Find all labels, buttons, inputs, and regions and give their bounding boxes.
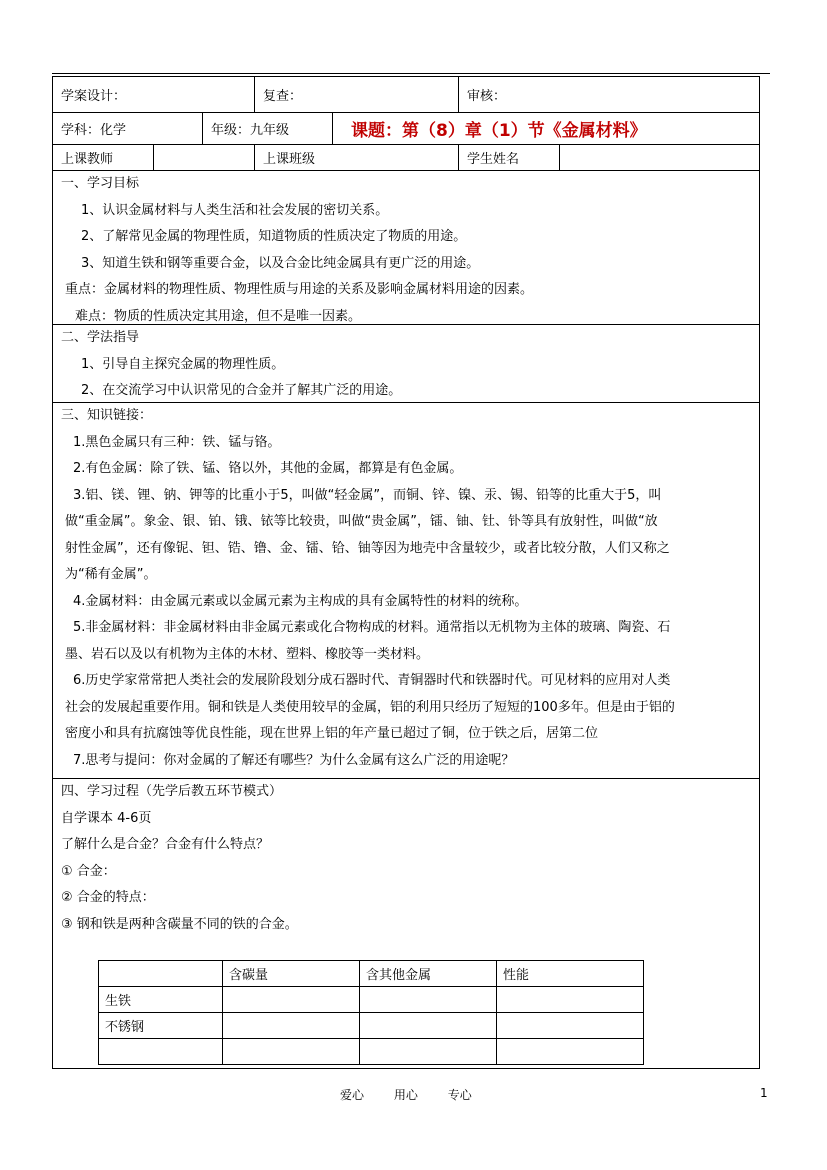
section-heading: 四、学习过程（先学后教五环节模式） (61, 784, 283, 799)
section-heading: 二、学法指导 (61, 330, 140, 345)
section-knowledge (53, 403, 759, 779)
table-cell (360, 1013, 497, 1039)
lesson-plan-table (52, 76, 760, 1069)
section-objectives (53, 171, 759, 325)
table-header-row (99, 961, 644, 987)
table-header (99, 961, 223, 987)
teacher-label: 上课教师 (53, 145, 154, 170)
footer-slogan (340, 1086, 498, 1103)
table-cell (360, 987, 497, 1013)
table-header: 含其他金属 (360, 961, 497, 987)
key-point: 重点：金属材料的物理性质、物理性质与用途的关系及影响金属材料用途的因素。 (65, 282, 534, 297)
teacher-value (154, 145, 255, 170)
objective-item: 3、知道生铁和钢等重要合金，以及合金比纯金属具有更广泛的用途。 (81, 255, 480, 271)
student-label: 学生姓名 (459, 145, 560, 170)
section-heading: 一、学习目标 (61, 176, 140, 191)
knowledge-line: 社会的发展起重要作用。铜和铁是人类使用较早的金属，铝的利用只经历了短短的100多年。但是由于铝的 (65, 699, 675, 715)
knowledge-line: 做“重金属”。象金、银、铂、锇、铱等比较贵，叫做“贵金属”，镭、铀、钍、钋等具有放射性，叫做“放 (65, 514, 658, 529)
process-line: ③ 钢和铁是两种含碳量不同的铁的合金。 (61, 916, 298, 932)
table-cell (99, 1039, 223, 1065)
header-row-2 (53, 113, 759, 145)
section-process (53, 779, 759, 1068)
grade-cell: 年级：九年级 (203, 113, 333, 144)
knowledge-line: 墨、岩石以及以有机物为主体的木材、塑料、橡胶等一类材料。 (65, 646, 430, 662)
section-heading: 三、知识链接： (61, 408, 153, 423)
table-cell: 生铁 (99, 987, 223, 1013)
subject-cell: 学科：化学 (53, 113, 203, 144)
lesson-title: 课题：第（8）章（1）节《金属材料》 (351, 121, 647, 141)
header-rule (52, 73, 770, 74)
knowledge-line: 4.金属材料：由金属元素或以金属元素为主构成的具有金属特性的材料的统称。 (73, 593, 528, 609)
table-row (99, 1039, 644, 1065)
knowledge-line: 1.黑色金属只有三种：铁、锰与铬。 (73, 434, 281, 450)
table-header: 含碳量 (223, 961, 360, 987)
method-item: 1、引导自主探究金属的物理性质。 (81, 356, 285, 372)
table-row (99, 987, 644, 1013)
method-item: 2、在交流学习中认识常见的合金并了解其广泛的用途。 (81, 383, 402, 398)
table-cell (360, 1039, 497, 1065)
slogan-word: 专心 (447, 1088, 472, 1102)
section-method (53, 325, 759, 403)
process-line: ② 合金的特点： (61, 890, 155, 905)
table-cell (223, 987, 360, 1013)
process-line: 自学课本 4-6页 (61, 810, 152, 826)
student-value (560, 145, 759, 170)
knowledge-line: 为“稀有金属”。 (65, 567, 157, 582)
design-cell: 学案设计： (53, 77, 255, 112)
knowledge-line: 3.铝、镁、锂、钠、钾等的比重小于5，叫做“轻金属”，而铜、锌、镍、汞、锡、铅等的比重大于5，叫 (73, 487, 662, 503)
table-cell (497, 1013, 644, 1039)
objective-item: 2、了解常见金属的物理性质，知道物质的性质决定了物质的用途。 (81, 229, 467, 244)
table-cell (497, 987, 644, 1013)
knowledge-line: 6.历史学家常常把人类社会的发展阶段划分成石器时代、青铜器时代和铁器时代。可见材料的应用对人类 (73, 673, 671, 688)
process-line: 了解什么是合金？合金有什么特点？ (61, 837, 270, 852)
table-header: 性能 (497, 961, 644, 987)
knowledge-line: 射性金属”，还有像铌、钽、锆、镥、金、镭、铪、铀等因为地壳中含量较少，或者比较分散，人们又称之 (65, 540, 670, 556)
review-cell: 复查： (255, 77, 459, 112)
header-row-3 (53, 145, 759, 171)
difficulty-point: 难点：物质的性质决定其用途，但不是唯一因素。 (75, 308, 362, 324)
slogan-word: 爱心 (340, 1088, 365, 1102)
table-cell: 不锈钢 (99, 1013, 223, 1039)
table-cell (223, 1013, 360, 1039)
knowledge-line: 5.非金属材料：非金属材料由非金属元素或化合物构成的材料。通常指以无机物为主体的玻璃、陶瓷、石 (73, 620, 671, 635)
table-cell (223, 1039, 360, 1065)
objective-item: 1、认识金属材料与人类生活和社会发展的密切关系。 (81, 202, 389, 218)
knowledge-line: 2.有色金属：除了铁、锰、铬以外，其他的金属，都算是有色金属。 (73, 461, 463, 476)
process-line: ① 合金： (61, 863, 116, 879)
table-cell (497, 1039, 644, 1065)
class-label: 上课班级 (255, 145, 459, 170)
knowledge-line: 7.思考与提问：你对金属的了解还有哪些？为什么金属有这么广泛的用途呢？ (73, 752, 515, 768)
table-row (99, 1013, 644, 1039)
knowledge-line: 密度小和具有抗腐蚀等优良性能，现在世界上铝的年产量已超过了铜，位于铁之后，居第二位 (65, 726, 599, 741)
slogan-word: 用心 (393, 1088, 418, 1102)
header-row-1 (53, 77, 759, 113)
alloy-table (98, 960, 644, 1065)
page-number: 1 (760, 1086, 768, 1100)
audit-cell: 审核： (467, 89, 507, 104)
